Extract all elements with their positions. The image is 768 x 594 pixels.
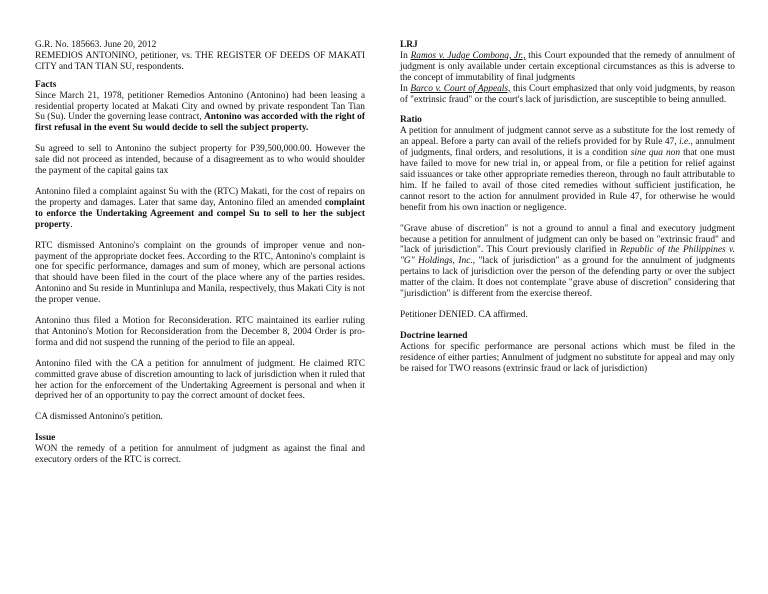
- ratio-paragraph-1: [400, 126, 735, 213]
- ltd-p2-case: Barco v. Court of Appeals,: [410, 83, 511, 94]
- facts-p3-bold: complaint to enforce the Undertaking Agreement and compel Su to sell to her the subject property: [35, 197, 365, 230]
- doctrine-heading: Doctrine learned: [400, 330, 468, 341]
- ltd-p2-b: this Court emphasized that only void judgments, by reason of "extrinsic fraud" or the court's lack of jurisdiction, are susceptible to being annulled.: [400, 83, 735, 105]
- issue-heading: Issue: [35, 433, 56, 444]
- ratio-p2-a: "Grave abuse of discretion" is not a ground to annul a final and executory judgment because a petition for annulment of judgment can only be based on "extrinsic fraud" and "lack of jurisdiction". This Court previously clarified in: [400, 223, 735, 256]
- ltd-p1-b: this Court expounded that the remedy of annulment of judgment is only available under certain exceptional circumstances as this is adverse to the concept of immutability of final judgments: [400, 50, 735, 83]
- ratio-p1-b: , annulment of judgments, final orders, and resolutions, it is a condition: [400, 137, 735, 159]
- ltd-heading: LRJ: [400, 40, 418, 50]
- doctrine-text: Actions for specific performance are personal actions which must be filed in the residence of either parties; Annulment of judgment no substitute for appeal and may only be raised for TWO reasons (extrinsic fraud or lack of jurisdiction): [400, 341, 735, 374]
- facts-paragraph-5: Antonino thus filed a Motion for Reconsideration. RTC maintained its earlier ruling that Antonino's Motion for Reconsideration from the December 8, 2004 Order is pro-forma and did not suspend the running of the period to file an appeal.: [35, 316, 365, 348]
- ltd-paragraph-1: [400, 51, 735, 84]
- facts-p1-text: Since March 21, 1978, petitioner Remedios Antonino (Antonino) had been leasing a residential property located at Makati City and owned by private respondent Tan Tian Su (Su). Under the governing lease contract,: [35, 90, 365, 123]
- facts-paragraph-2: Su agreed to sell to Antonino the subject property for P39,500,000.00. However the sale did not proceed as intended, because of a disagreement as to who would shoulder the payment of the capital gains tax: [35, 144, 365, 177]
- case-parties: REMEDIOS ANTONINO, petitioner, vs. THE REGISTER OF DEEDS OF MAKATI CITY and TAN TIAN SU, respondents.: [35, 50, 365, 72]
- facts-paragraph-1: [35, 91, 365, 135]
- facts-heading: Facts: [35, 79, 57, 90]
- ratio-p1-c: that one must have failed to move for new trial in, or appeal from, or file a petition for relief against said issuances or take other appropriate remedies thereon, through no fault attributable to him. If he failed to avail of those cited remedies without sufficient justification, he cannot resort to the action for annulment provided in Rule 47, for otherwise he would benefit from his own inaction or negligence.: [400, 148, 735, 213]
- left-column: [35, 40, 365, 466]
- ltd-p1-case: Ramos v. Judge Combong, Jr.,: [410, 50, 526, 61]
- facts-paragraph-4: RTC dismissed Antonino's complaint on the grounds of improper venue and non-payment of the appropriate docket fees. According to the RTC, Antonino's complaint is one for specific performance, damages and sum of money, which are personal actions that should have been filed in the court of the place where any of the parties resides. Antonino and Su reside in Muntinlupa and Manila, respectively, thus Makati City is not the proper venue.: [35, 240, 365, 306]
- facts-p3-end: .: [70, 219, 73, 230]
- ltd-p1-a: In: [400, 50, 411, 61]
- ratio-paragraph-2: [400, 224, 735, 300]
- ratio-p1-a: A petition for annulment of judgment cannot serve as a substitute for the lost remedy of an appeal. Before a party can avail of the reliefs provided for by Rule 47,: [400, 126, 735, 148]
- ltd-paragraph-2: [400, 84, 735, 106]
- ratio-heading: Ratio: [400, 115, 422, 126]
- facts-p1-bold: Antonino was accorded with the right of first refusal in the event Su would decide to sell the subject property.: [35, 112, 365, 134]
- facts-paragraph-6: Antonino filed with the CA a petition for annulment of judgment. He claimed RTC committed grave abuse of discretion amounting to lack of jurisdiction when it ruled that her action for the enforcement of the Undertaking Agreement is personal and when it deprived her of an opportunity to pay the correct amount of docket fees.: [35, 358, 365, 402]
- case-number: G.R. No. 185663. June 20, 2012: [35, 40, 157, 50]
- ratio-p1-ie: i.e.: [679, 137, 691, 148]
- issue-text: WON the remedy of a petition for annulment of judgment as against the final and executory orders of the RTC is correct.: [35, 444, 365, 466]
- ratio-p2-b: , "lack of jurisdiction" as a ground for the annulment of judgments pertains to lack of jurisdiction over the person of the defending party or over the subject matter of the claim. It does not contemplate "grave abuse of discretion" considering that "jurisdiction" is different from the exercise thereof.: [400, 256, 735, 300]
- facts-p3-text: Antonino filed a complaint against Su with the (RTC) Makati, for the cost of repairs on the property and damages. Later that same day, Antonino filed an amended: [35, 186, 365, 208]
- right-column: [400, 40, 735, 374]
- ratio-p1-sine-qua-non: sine qua non: [630, 148, 681, 159]
- facts-paragraph-3: [35, 187, 365, 231]
- facts-paragraph-7: CA dismissed Antonino's petition.: [35, 412, 163, 423]
- disposition: Petitioner DENIED. CA affirmed.: [400, 309, 528, 320]
- ratio-p2-case: Republic of the Philippines v. "G" Holdings, Inc.: [400, 245, 735, 267]
- ltd-p2-a: In: [400, 83, 411, 94]
